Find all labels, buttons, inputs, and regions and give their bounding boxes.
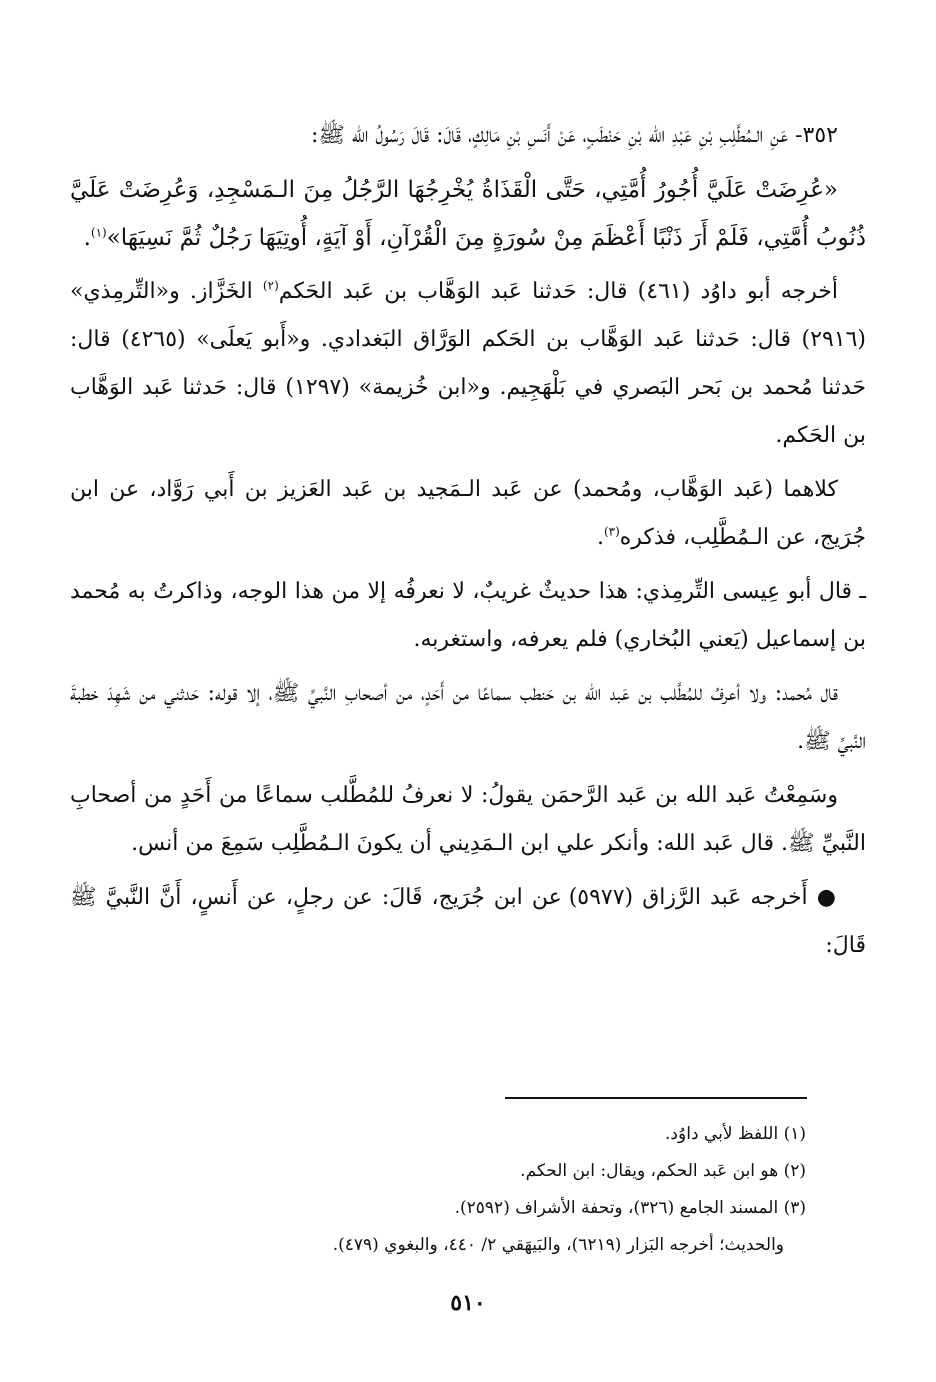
footnote-3-continuation: والحديث؛ أخرجه البَزار (٦٢١٩)، والبَيهَقي ٢/ ٤٤٠، والبغوي (٤٧٩). [332,1235,784,1255]
footnotes [90,1116,806,1264]
takhrij-paragraph: أخرجه أبو داوُد (٤٦١) قال: حَدثنا عَبد الوَهَّاب بن عَبد الحَكم$^{(٢)}$ الخَزَّاز. و«التِّرمِذي» (٢٩١٦) قال: حَدثنا عَبد الوَهَّاب بن الحَكم الوَرَّاق البَغدادي. و«أَبو يَعلَى» (٤٢٦٥) قال: حَدثنا مُحمد بن بَحر البَصري في بَلْهَجِيم. و«ابن خُزيمة» (١٢٩٧) قال: حَدثنا عَبد الوَهَّاب بن الحَكم. [70,278,867,448]
tirmidhi-comment: ـ قال أبو عِيسى التِّرمِذي: هذا حديثٌ غريبٌ، لا نعرفُه إلا من هذا الوجه، وذاكرتُ به مُحمد بن إسماعيل (يَعني البُخاري) فلم يعرفه، واستغربه. [70,579,866,652]
main-text [70,112,866,976]
footnote-2: (٢) هو ابن عَبد الحكم، ويقال: ابن الحكم. [520,1161,806,1181]
bukhari-comment: قال مُحمد: ولا أعرفُ للمُطَّلب بن عَبد الله بن حَنطب سماعًا من أَحَدٍ، من أصحابِ النَّبيِّ ﷺ، إلا قوله: حَدثني من شَهِدَ خطبةَ النَّبيِّ ﷺ. [70,681,866,754]
hadith-header: ٣٥٢- عَنِ الـمُطَّلِبِ بْنِ عَبْدِ الله بْنِ حَنْطَبٍ، عَنْ أَنَسِ بْنِ مَالِكٍ، قَالَ: قَالَ رَسُولُ الله ﷺ: [310,123,838,148]
page-number: ٥١٠ [450,1290,486,1316]
abdurrazzaq-paragraph: ● أَخرجه عَبد الرَّزاق (٥٩٧٧) عن ابن جُرَيج، قَالَ: عن رجلٍ، عن أَنسٍ، أَنَّ النَّبيَّ ﷺ قَالَ: [70,885,866,958]
isnad-paragraph: كلاهما (عَبد الوَهَّاب، ومُحمد) عن عَبد الـمَجيد بن عَبد العَزيز بن أَبي رَوَّاد، عن ابن جُرَيج، عن الـمُطَّلِب، فذكره$^{(٣)}$. [70,477,866,550]
footnote-ref-1[interactable]: (١) [90,225,107,240]
footnote-ref-2[interactable]: (٢) [262,278,279,293]
hadith-text: «عُرِضَتْ عَلَيَّ أُجُورُ أُمَّتِي، حَتَّى الْقَذَاةُ يُخْرِجُهَا الرَّجُلُ مِنَ الـمَسْجِدِ، وَعُرِضَتْ عَلَيَّ ذُنُوبُ أُمَّتِي، فَلَمْ أَرَ ذَنْبًا أَعْظَمَ مِنْ سُورَةٍ مِنَ الْقُرْآنِ، أَوْ آيَةٍ، أُوتِيَهَا رَجُلٌ ثُمَّ نَسِيَهَا»$^{(١)}$. [70,177,866,251]
footnote-ref-3[interactable]: (٣) [603,524,620,539]
footnote-3: (٣) المسند الجامع (٣٢٦)، وتحفة الأشراف (٢٥٩٢). [454,1198,806,1218]
footnote-1: (١) اللفظ لأبي داوُد. [665,1124,806,1144]
footnote-divider [505,1097,807,1099]
darimi-comment: وسَمِعْتُ عَبد الله بن عَبد الرَّحمَن يقولُ: لا نعرفُ للمُطَّلب سماعًا من أَحَدٍ من أصحابِ النَّبيِّ ﷺ. قال عَبد الله: وأنكر علي ابن الـمَدِيني أن يكونَ الـمُطَّلِب سَمِعَ من أنس. [70,783,866,856]
